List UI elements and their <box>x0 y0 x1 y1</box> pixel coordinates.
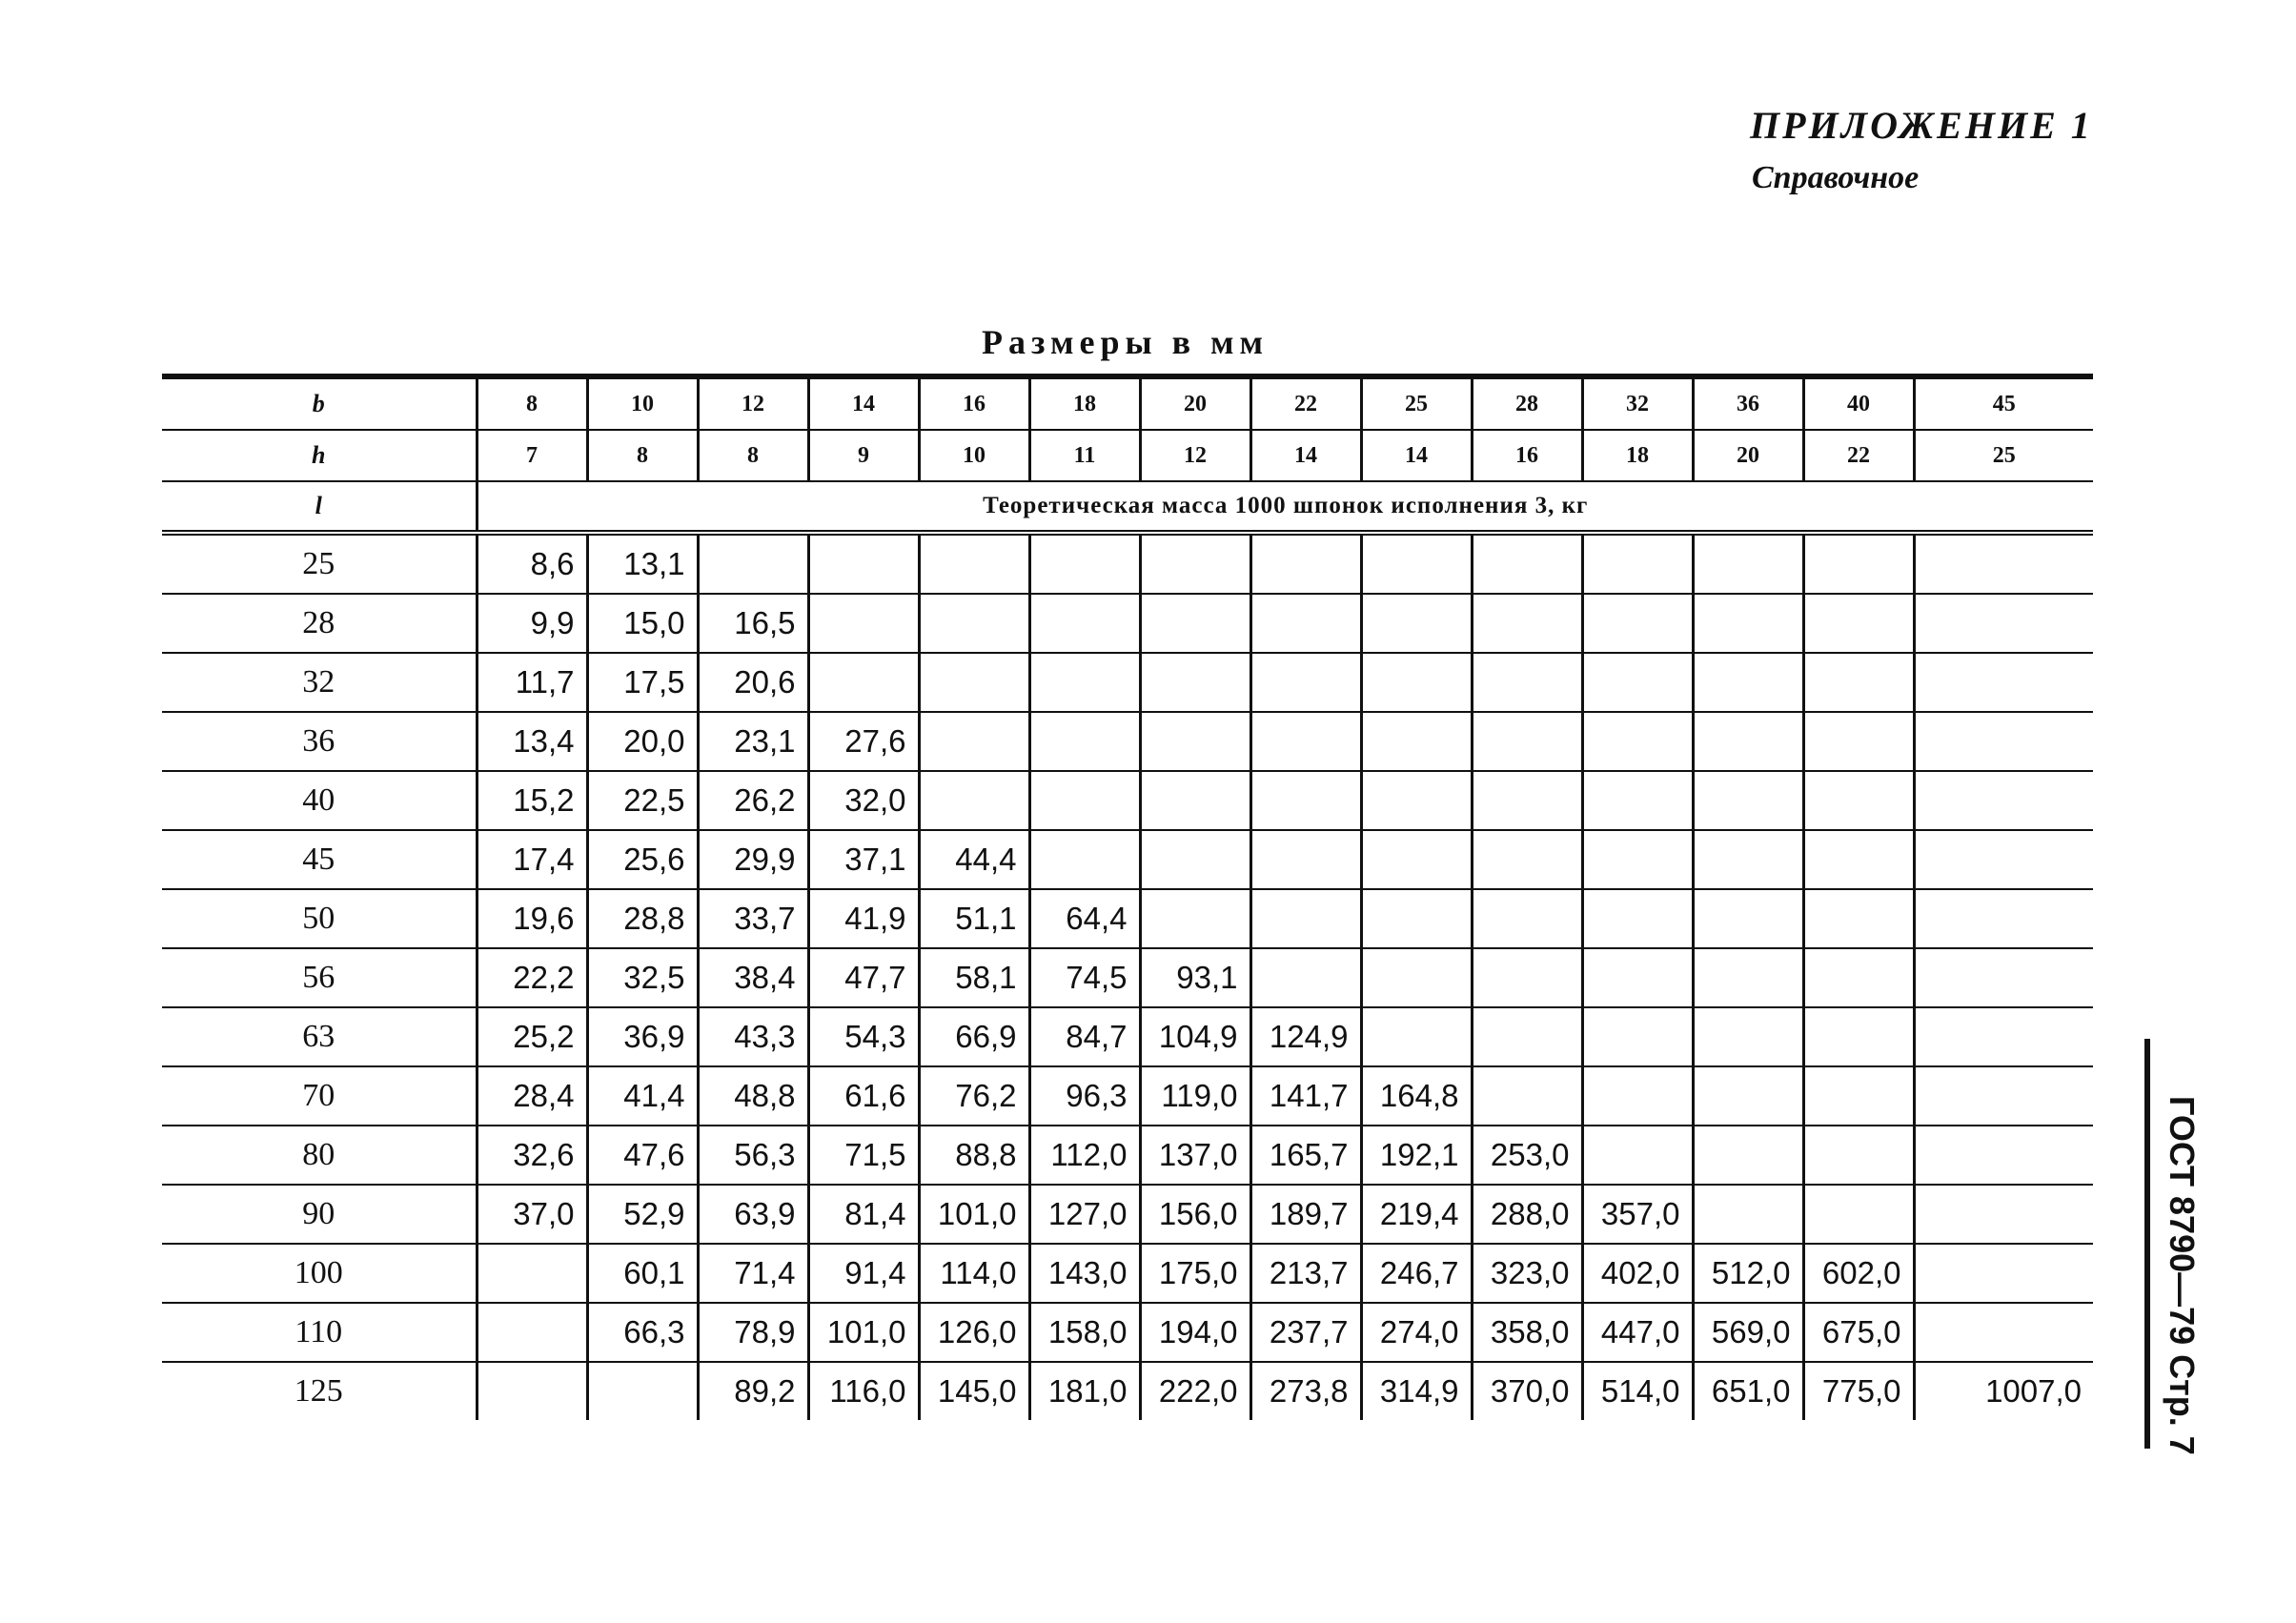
empty-cell <box>1914 533 2093 594</box>
mass-value: 569,0 <box>1693 1303 1803 1362</box>
table-row <box>162 1244 2093 1303</box>
empty-cell <box>1582 889 1693 948</box>
empty-cell <box>1914 1185 2093 1244</box>
mass-value: 219,4 <box>1361 1185 1472 1244</box>
table-row <box>162 712 2093 771</box>
empty-cell <box>1693 1066 1803 1126</box>
length-value: 110 <box>162 1303 477 1362</box>
mass-value: 26,2 <box>698 771 808 830</box>
empty-cell <box>1361 771 1472 830</box>
length-value: 25 <box>162 533 477 594</box>
length-value: 28 <box>162 594 477 653</box>
empty-cell <box>919 594 1029 653</box>
length-value: 100 <box>162 1244 477 1303</box>
empty-cell <box>1914 1066 2093 1126</box>
b-value: 25 <box>1361 376 1472 430</box>
mass-value: 41,9 <box>808 889 919 948</box>
h-value: 18 <box>1582 430 1693 481</box>
table-row <box>162 948 2093 1007</box>
length-value: 80 <box>162 1126 477 1185</box>
table-row <box>162 1066 2093 1126</box>
empty-cell <box>1361 594 1472 653</box>
empty-cell <box>919 533 1029 594</box>
mass-value: 44,4 <box>919 830 1029 889</box>
mass-value: 119,0 <box>1140 1066 1250 1126</box>
empty-cell <box>1472 594 1582 653</box>
h-value: 7 <box>477 430 587 481</box>
length-value: 45 <box>162 830 477 889</box>
empty-cell <box>1803 1185 1914 1244</box>
h-value: 20 <box>1693 430 1803 481</box>
mass-value: 165,7 <box>1250 1126 1361 1185</box>
table-caption: Теоретическая масса 1000 шпонок исполнения 3, кг <box>477 481 2093 533</box>
empty-cell <box>1582 830 1693 889</box>
length-value: 63 <box>162 1007 477 1066</box>
empty-cell <box>1250 533 1361 594</box>
empty-cell <box>698 533 808 594</box>
empty-cell <box>477 1303 587 1362</box>
empty-cell <box>1361 712 1472 771</box>
empty-cell <box>1029 830 1140 889</box>
empty-cell <box>1140 889 1250 948</box>
mass-value: 143,0 <box>1029 1244 1140 1303</box>
length-value: 36 <box>162 712 477 771</box>
mass-value: 145,0 <box>919 1362 1029 1420</box>
mass-value: 47,7 <box>808 948 919 1007</box>
mass-value: 48,8 <box>698 1066 808 1126</box>
empty-cell <box>1250 889 1361 948</box>
empty-cell <box>1914 771 2093 830</box>
mass-value: 33,7 <box>698 889 808 948</box>
mass-value: 11,7 <box>477 653 587 712</box>
empty-cell <box>1472 712 1582 771</box>
h-value: 8 <box>698 430 808 481</box>
empty-cell <box>1361 948 1472 1007</box>
h-value: 22 <box>1803 430 1914 481</box>
empty-cell <box>1803 533 1914 594</box>
length-value: 50 <box>162 889 477 948</box>
mass-value: 15,2 <box>477 771 587 830</box>
empty-cell <box>1914 1126 2093 1185</box>
mass-value: 37,0 <box>477 1185 587 1244</box>
table-row <box>162 1303 2093 1362</box>
mass-value: 66,3 <box>587 1303 698 1362</box>
mass-value: 1007,0 <box>1914 1362 2093 1420</box>
mass-value: 112,0 <box>1029 1126 1140 1185</box>
empty-cell <box>1693 533 1803 594</box>
mass-value: 158,0 <box>1029 1303 1140 1362</box>
b-label: b <box>162 376 477 430</box>
mass-value: 101,0 <box>808 1303 919 1362</box>
empty-cell <box>1250 948 1361 1007</box>
empty-cell <box>1582 771 1693 830</box>
empty-cell <box>1693 712 1803 771</box>
mass-value: 74,5 <box>1029 948 1140 1007</box>
mass-value: 192,1 <box>1361 1126 1472 1185</box>
empty-cell <box>1250 594 1361 653</box>
table-row <box>162 1126 2093 1185</box>
empty-cell <box>1582 653 1693 712</box>
table-row <box>162 1362 2093 1420</box>
empty-cell <box>1914 1007 2093 1066</box>
mass-value: 71,5 <box>808 1126 919 1185</box>
mass-value: 22,5 <box>587 771 698 830</box>
mass-value: 56,3 <box>698 1126 808 1185</box>
mass-value: 17,5 <box>587 653 698 712</box>
empty-cell <box>1914 1303 2093 1362</box>
empty-cell <box>1693 1126 1803 1185</box>
mass-value: 17,4 <box>477 830 587 889</box>
mass-value: 89,2 <box>698 1362 808 1420</box>
empty-cell <box>1472 771 1582 830</box>
empty-cell <box>1029 533 1140 594</box>
mass-value: 246,7 <box>1361 1244 1472 1303</box>
b-value: 22 <box>1250 376 1361 430</box>
empty-cell <box>1250 653 1361 712</box>
mass-value: 8,6 <box>477 533 587 594</box>
mass-value: 76,2 <box>919 1066 1029 1126</box>
empty-cell <box>1582 1126 1693 1185</box>
empty-cell <box>1472 533 1582 594</box>
mass-value: 88,8 <box>919 1126 1029 1185</box>
b-value: 8 <box>477 376 587 430</box>
table-row <box>162 533 2093 594</box>
h-header-row <box>162 430 2093 481</box>
mass-value: 156,0 <box>1140 1185 1250 1244</box>
mass-value: 274,0 <box>1361 1303 1472 1362</box>
length-value: 90 <box>162 1185 477 1244</box>
mass-value: 602,0 <box>1803 1244 1914 1303</box>
empty-cell <box>1582 594 1693 653</box>
empty-cell <box>1693 653 1803 712</box>
mass-value: 237,7 <box>1250 1303 1361 1362</box>
mass-value: 36,9 <box>587 1007 698 1066</box>
empty-cell <box>1472 889 1582 948</box>
mass-value: 141,7 <box>1250 1066 1361 1126</box>
mass-value: 775,0 <box>1803 1362 1914 1420</box>
mass-value: 47,6 <box>587 1126 698 1185</box>
h-value: 9 <box>808 430 919 481</box>
mass-value: 25,6 <box>587 830 698 889</box>
empty-cell <box>587 1362 698 1420</box>
mass-value: 27,6 <box>808 712 919 771</box>
h-value: 25 <box>1914 430 2093 481</box>
empty-cell <box>1140 771 1250 830</box>
mass-value: 32,0 <box>808 771 919 830</box>
mass-value: 127,0 <box>1029 1185 1140 1244</box>
empty-cell <box>1250 712 1361 771</box>
h-value: 16 <box>1472 430 1582 481</box>
mass-value: 512,0 <box>1693 1244 1803 1303</box>
mass-value: 29,9 <box>698 830 808 889</box>
mass-value: 116,0 <box>808 1362 919 1420</box>
mass-value: 189,7 <box>1250 1185 1361 1244</box>
empty-cell <box>1029 712 1140 771</box>
empty-cell <box>1803 889 1914 948</box>
mass-value: 323,0 <box>1472 1244 1582 1303</box>
mass-value: 314,9 <box>1361 1362 1472 1420</box>
mass-value: 514,0 <box>1582 1362 1693 1420</box>
empty-cell <box>477 1244 587 1303</box>
empty-cell <box>1803 1126 1914 1185</box>
mass-value: 104,9 <box>1140 1007 1250 1066</box>
empty-cell <box>1693 1185 1803 1244</box>
mass-value: 9,9 <box>477 594 587 653</box>
empty-cell <box>477 1362 587 1420</box>
mass-value: 13,1 <box>587 533 698 594</box>
mass-value: 41,4 <box>587 1066 698 1126</box>
empty-cell <box>1914 712 2093 771</box>
b-value: 10 <box>587 376 698 430</box>
empty-cell <box>1361 1007 1472 1066</box>
b-header-row <box>162 376 2093 430</box>
mass-value: 124,9 <box>1250 1007 1361 1066</box>
table-body <box>162 376 2093 1420</box>
table-row <box>162 1185 2093 1244</box>
b-value: 32 <box>1582 376 1693 430</box>
b-value: 40 <box>1803 376 1914 430</box>
mass-value: 164,8 <box>1361 1066 1472 1126</box>
units-note: Размеры в мм <box>982 323 1270 361</box>
h-value: 11 <box>1029 430 1140 481</box>
h-value: 12 <box>1140 430 1250 481</box>
empty-cell <box>1582 948 1693 1007</box>
empty-cell <box>1472 1066 1582 1126</box>
mass-value: 358,0 <box>1472 1303 1582 1362</box>
mass-value: 19,6 <box>477 889 587 948</box>
b-value: 16 <box>919 376 1029 430</box>
empty-cell <box>1582 1066 1693 1126</box>
table-row <box>162 653 2093 712</box>
empty-cell <box>1361 533 1472 594</box>
empty-cell <box>1914 830 2093 889</box>
empty-cell <box>1803 948 1914 1007</box>
mass-value: 402,0 <box>1582 1244 1693 1303</box>
table-row <box>162 771 2093 830</box>
mass-value: 32,6 <box>477 1126 587 1185</box>
b-value: 36 <box>1693 376 1803 430</box>
empty-cell <box>1803 653 1914 712</box>
mass-value: 213,7 <box>1250 1244 1361 1303</box>
mass-value: 675,0 <box>1803 1303 1914 1362</box>
empty-cell <box>1693 948 1803 1007</box>
b-value: 14 <box>808 376 919 430</box>
empty-cell <box>1140 653 1250 712</box>
mass-value: 20,6 <box>698 653 808 712</box>
empty-cell <box>1250 771 1361 830</box>
mass-value: 28,8 <box>587 889 698 948</box>
empty-cell <box>1582 712 1693 771</box>
empty-cell <box>1914 594 2093 653</box>
mass-value: 93,1 <box>1140 948 1250 1007</box>
mass-value: 288,0 <box>1472 1185 1582 1244</box>
mass-value: 43,3 <box>698 1007 808 1066</box>
appendix-subtitle: Справочное <box>1752 160 1920 195</box>
mass-value: 101,0 <box>919 1185 1029 1244</box>
mass-value: 54,3 <box>808 1007 919 1066</box>
mass-value: 28,4 <box>477 1066 587 1126</box>
empty-cell <box>1140 594 1250 653</box>
empty-cell <box>1582 533 1693 594</box>
empty-cell <box>1914 1244 2093 1303</box>
appendix-title: ПРИЛОЖЕНИЕ 1 <box>1750 104 2093 147</box>
table-row <box>162 889 2093 948</box>
mass-value: 32,5 <box>587 948 698 1007</box>
h-value: 8 <box>587 430 698 481</box>
b-value: 28 <box>1472 376 1582 430</box>
mass-value: 13,4 <box>477 712 587 771</box>
mass-value: 15,0 <box>587 594 698 653</box>
length-value: 70 <box>162 1066 477 1126</box>
mass-value: 20,0 <box>587 712 698 771</box>
empty-cell <box>1029 653 1140 712</box>
empty-cell <box>1140 533 1250 594</box>
empty-cell <box>1472 830 1582 889</box>
empty-cell <box>1140 830 1250 889</box>
mass-value: 37,1 <box>808 830 919 889</box>
empty-cell <box>1361 889 1472 948</box>
mass-value: 273,8 <box>1250 1362 1361 1420</box>
length-value: 125 <box>294 1373 343 1409</box>
empty-cell <box>1803 1066 1914 1126</box>
empty-cell <box>1472 653 1582 712</box>
b-value: 12 <box>698 376 808 430</box>
empty-cell <box>1140 712 1250 771</box>
mass-value: 51,1 <box>919 889 1029 948</box>
b-value: 45 <box>1914 376 2093 430</box>
mass-value: 447,0 <box>1582 1303 1693 1362</box>
mass-value: 52,9 <box>587 1185 698 1244</box>
h-label: h <box>162 430 477 481</box>
empty-cell <box>1803 594 1914 653</box>
length-value: 56 <box>162 948 477 1007</box>
empty-cell <box>919 771 1029 830</box>
mass-value: 96,3 <box>1029 1066 1140 1126</box>
mass-value: 63,9 <box>698 1185 808 1244</box>
empty-cell <box>808 653 919 712</box>
mass-value: 16,5 <box>698 594 808 653</box>
length-value: 40 <box>162 771 477 830</box>
empty-cell <box>1361 830 1472 889</box>
mass-value: 84,7 <box>1029 1007 1140 1066</box>
h-value: 14 <box>1361 430 1472 481</box>
mass-value: 651,0 <box>1693 1362 1803 1420</box>
empty-cell <box>1803 830 1914 889</box>
mass-value: 137,0 <box>1140 1126 1250 1185</box>
empty-cell <box>919 712 1029 771</box>
empty-cell <box>1803 712 1914 771</box>
l-header-row <box>162 481 2093 533</box>
mass-value: 91,4 <box>808 1244 919 1303</box>
mass-value: 25,2 <box>477 1007 587 1066</box>
mass-value: 222,0 <box>1140 1362 1250 1420</box>
mass-value: 38,4 <box>698 948 808 1007</box>
mass-table <box>162 374 2093 1420</box>
b-value: 20 <box>1140 376 1250 430</box>
mass-value: 114,0 <box>919 1244 1029 1303</box>
mass-value: 60,1 <box>587 1244 698 1303</box>
empty-cell <box>1693 1007 1803 1066</box>
empty-cell <box>1803 1007 1914 1066</box>
mass-value: 61,6 <box>808 1066 919 1126</box>
empty-cell <box>1472 948 1582 1007</box>
mass-value: 370,0 <box>1472 1362 1582 1420</box>
empty-cell <box>1029 771 1140 830</box>
mass-value: 58,1 <box>919 948 1029 1007</box>
empty-cell <box>1914 653 2093 712</box>
empty-cell <box>1693 830 1803 889</box>
mass-value: 253,0 <box>1472 1126 1582 1185</box>
mass-value: 64,4 <box>1029 889 1140 948</box>
mass-value: 66,9 <box>919 1007 1029 1066</box>
mass-value: 71,4 <box>698 1244 808 1303</box>
mass-value: 23,1 <box>698 712 808 771</box>
table-row <box>162 594 2093 653</box>
mass-value: 175,0 <box>1140 1244 1250 1303</box>
mass-value: 357,0 <box>1582 1185 1693 1244</box>
b-value: 18 <box>1029 376 1140 430</box>
empty-cell <box>1803 771 1914 830</box>
table-row <box>162 1007 2093 1066</box>
empty-cell <box>1693 771 1803 830</box>
mass-value: 194,0 <box>1140 1303 1250 1362</box>
h-value: 14 <box>1250 430 1361 481</box>
empty-cell <box>1361 653 1472 712</box>
mass-value: 181,0 <box>1029 1362 1140 1420</box>
h-value: 10 <box>919 430 1029 481</box>
empty-cell <box>1693 889 1803 948</box>
l-label: l <box>162 481 477 533</box>
length-value: 32 <box>162 653 477 712</box>
empty-cell <box>919 653 1029 712</box>
empty-cell <box>1914 889 2093 948</box>
empty-cell <box>808 594 919 653</box>
page-reference: ГОСТ 8790—79 Стр. 7 <box>2163 1096 2202 1455</box>
empty-cell <box>1250 830 1361 889</box>
empty-cell <box>1029 594 1140 653</box>
table-row <box>162 830 2093 889</box>
mass-value: 22,2 <box>477 948 587 1007</box>
mass-value: 81,4 <box>808 1185 919 1244</box>
mass-value: 78,9 <box>698 1303 808 1362</box>
empty-cell <box>1472 1007 1582 1066</box>
mass-value: 126,0 <box>919 1303 1029 1362</box>
empty-cell <box>1693 594 1803 653</box>
empty-cell <box>808 533 919 594</box>
empty-cell <box>1582 1007 1693 1066</box>
empty-cell <box>1914 948 2093 1007</box>
